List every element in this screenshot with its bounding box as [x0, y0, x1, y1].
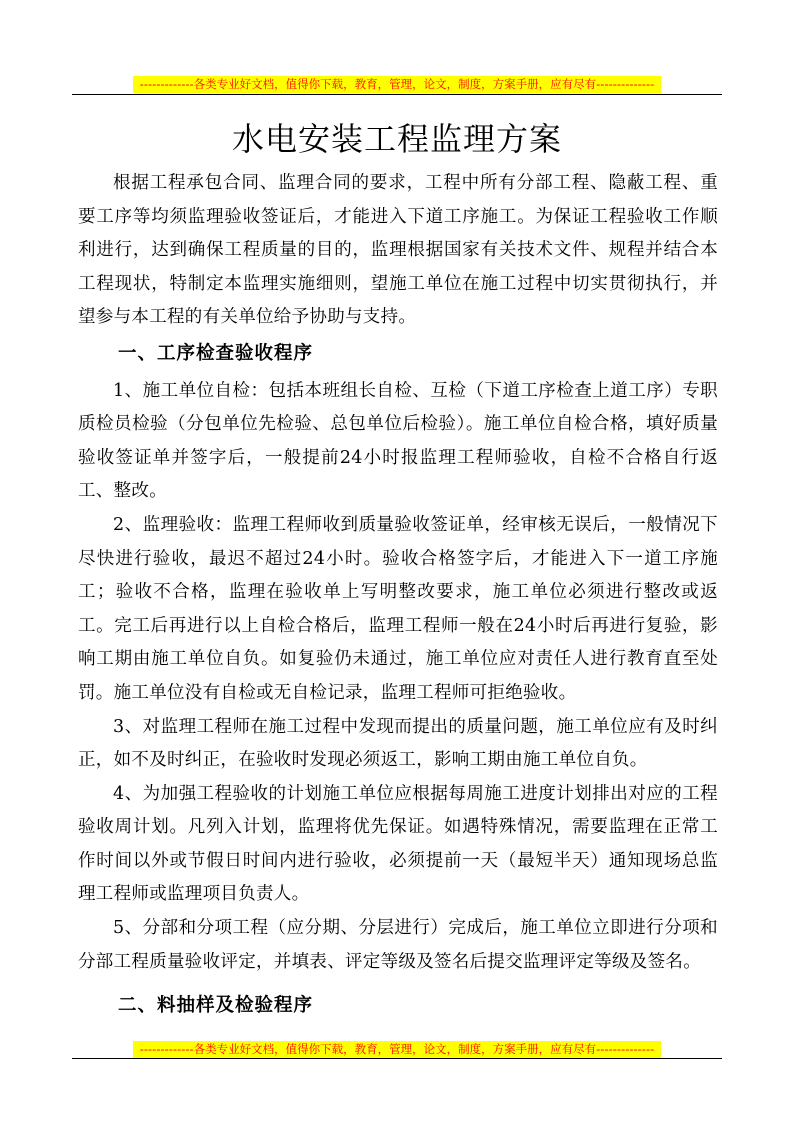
section1-item-5: 5、分部和分项工程（应分期、分层进行）完成后，施工单位立即进行分项和分部工程质量验收评定，并填表、评定等级及签名后提交监理评定等级及签名。: [78, 918, 718, 972]
footer-rule: [72, 1058, 722, 1059]
document-body: [78, 167, 718, 1023]
intro-paragraph: 根据工程承包合同、监理合同的要求，工程中所有分部工程、隐蔽工程、重要工序等均须监理验收签证后，才能进入下道工序施工。为保证工程验收工作顺利进行，达到确保工程质量的目的，监理根据国家有关技术文件、规程并结合本工程现状，特制定本监理实施细则，望施工单位在施工过程中切实贯彻执行，并望参与本工程的有关单位给予协助与支持。: [78, 173, 718, 328]
header-banner: -------------各类专业好文档，值得你下载，教育，管理，论文，制度，方案手册，应有尽有--------------: [133, 76, 661, 93]
section1-item-4: 4、为加强工程验收的计划施工单位应根据每周施工进度计划排出对应的工程验收周计划。凡列入计划，监理将优先保证。如遇特殊情况，需要监理在正常工作时间以外或节假日时间内进行验收，必须提前一天（最短半天）通知现场总监理工程师或监理项目负责人。: [78, 783, 718, 905]
section1-item-1: 1、施工单位自检：包括本班组长自检、互检（下道工序检查上道工序）专职质检员检验（分包单位先检验、总包单位后检验）。施工单位自检合格，填好质量验收签证单并签字后，一般提前24小时报监理工程师验收，自检不合格自行返工、整改。: [78, 380, 718, 502]
section1-item-3: 3、对监理工程师在施工过程中发现而提出的质量问题，施工单位应有及时纠正，如不及时纠正，在验收时发现必须返工，影响工期由施工单位自负。: [78, 716, 718, 771]
section-heading-2: 二、料抽样及检验程序: [118, 995, 314, 1017]
section1-item-2: 2、监理验收：监理工程师收到质量验收签证单，经审核无误后，一般情况下尽快进行验收，最迟不超过24小时。验收合格签字后，才能进入下一道工序施工；验收不合格，监理在验收单上写明整改要求，施工单位必须进行整改或返工。完工后再进行以上自检合格后，监理工程师一般在24小时后再进行复验，影响工期由施工单位自负。如复验仍未通过，施工单位应对责任人进行教育直至处罚。施工单位没有自检或无自检记录，监理工程师可拒绝验收。: [78, 514, 718, 703]
document-title: 水电安装工程监理方案: [231, 120, 562, 158]
section-heading-1: 一、工序检查验收程序: [118, 342, 314, 364]
header-rule: [72, 94, 722, 95]
footer-banner: -------------各类专业好文档，值得你下载，教育，管理，论文，制度，方案手册，应有尽有--------------: [133, 1041, 661, 1058]
